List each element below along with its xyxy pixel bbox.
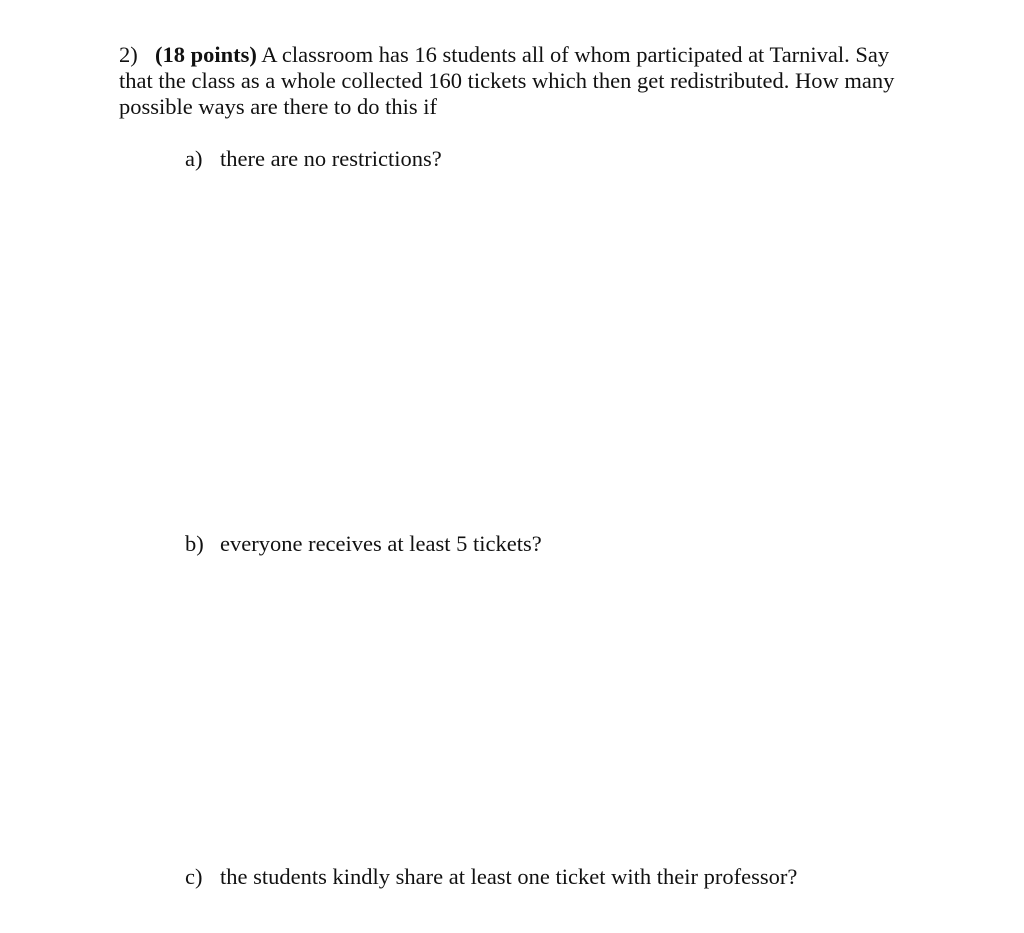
part-b-letter: b) bbox=[185, 531, 204, 556]
question-text-line-1: A classroom has 16 students all of whom participated at Tarnival. Say bbox=[261, 42, 890, 67]
part-a-letter: a) bbox=[185, 146, 203, 171]
question-text-line-3: possible ways are there to do this if bbox=[119, 94, 438, 119]
part-b bbox=[185, 531, 542, 557]
part-a-text: there are no restrictions? bbox=[220, 146, 442, 171]
question-number: 2) bbox=[119, 42, 138, 67]
part-c-letter: c) bbox=[185, 864, 203, 889]
question-2 bbox=[119, 42, 909, 120]
part-c-text: the students kindly share at least one ticket with their professor? bbox=[220, 864, 798, 889]
question-points: (18 points) bbox=[155, 42, 257, 67]
part-c bbox=[185, 864, 797, 890]
part-a bbox=[185, 146, 442, 172]
part-b-text: everyone receives at least 5 tickets? bbox=[220, 531, 542, 556]
question-line-1 bbox=[119, 42, 909, 68]
question-text-line-2: that the class as a whole collected 160 tickets which then get redistributed. How many bbox=[119, 68, 895, 93]
